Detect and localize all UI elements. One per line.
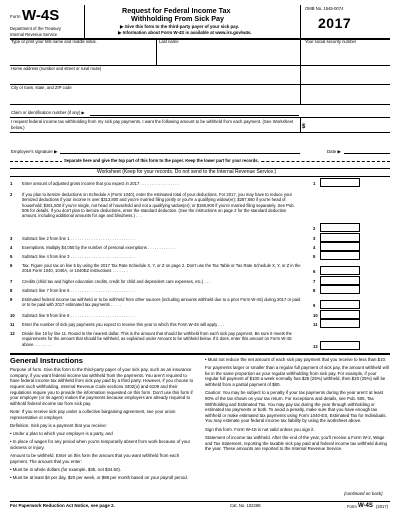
dollar-sign: $ [302,124,306,130]
instructions-right-column [205,357,390,454]
line-1-amount[interactable] [320,178,360,187]
proportion-paragraph: For payments larger or smaller than a regular full payment of sick pay, the amount withheld will be in the same proportion as your regular withholding from sick pay. For example, if your regular full payment of $100 a week normally has $25 (25%) withheld, then $20 (25%) will be withheld from a partial payment of $80. [205,365,389,388]
box-number: 11 [313,322,318,327]
request-text: I request federal income tax withholding from my sick pay payments. I want the following amount to be withheld from each payment. (See Worksheet below.) [11,119,294,130]
date-input[interactable] [344,146,390,154]
continued-note: (continued on back) [344,491,383,496]
line-number: 10 [10,313,15,318]
form-title-line2: Withholding From Sick Pay [131,14,224,23]
line-9-amount[interactable] [320,300,360,309]
separator-text: Separate here and give the top part of this form to the payer. Keep the lower part for your records. [64,158,259,163]
line-text: Credits (child tax and higher education credits, credit for child and dependent care expenses, etc.) . . . [22,279,211,284]
definition-paragraph: Definition. Sick pay is a payment that you receive: [10,422,107,428]
line-3-amount[interactable] [320,233,360,242]
statement-paragraph: Statement of income tax withheld. After the end of the year, you'll receive a Form W-2, Wage and Tax Statement, reporting the taxable sick pay paid and federal income tax withheld during the year. These amounts are reported to the Internal Revenue Service. [205,434,387,452]
line-text: Exemptions. Multiply $4,050 by the number of personal exemptions . . . . . . . . . . . . [22,245,175,250]
line-11-amount[interactable] [320,319,360,328]
line-4-amount[interactable] [320,242,360,251]
box-number: 4 [313,245,316,250]
line-text: Enter amount of adjusted gross income that you expect in 2017 . . . . . . . . . . . . . . . . . [22,181,179,186]
sign-paragraph: Sign this form. Form W-4S is not valid unless you sign it. [205,426,315,432]
amount-bullet-1: • Must be in whole dollars (for example, $35, not $34.50). [10,466,122,472]
box-number: 5 [313,254,316,259]
box-number: 1 [313,181,316,186]
box-number: 3 [313,236,316,241]
last-name-label: Last name [159,39,179,44]
box-number: 12 [313,344,318,349]
note-paragraph: Note: If you receive sick pay under a collective bargaining agreement, see your union representative or employer. [10,408,176,420]
line-number: 9 [10,297,13,302]
box-number: 7 [313,279,316,284]
form-title: Request for Federal Income Tax [122,6,231,15]
line-text: Estimated federal income tax withheld or to be withheld from other sources (including amounts withheld due to a prior Form W-4S) during 2017 or paid or to be paid with 2017 estimated tax payments . . . . . [22,297,301,308]
instructions-heading: General Instructions [10,356,83,365]
name-field-label: Type or print your first name and middle initial. [11,39,97,44]
definition-bullet-2: • In place of wages for any period when you're temporarily absent from work because of your sickness or injury. [10,439,191,450]
last-name-input[interactable] [158,46,298,64]
line-text: Enter the number of sick pay payments you expect to receive this year to which this Form W-4S will apply . . . [22,322,225,327]
line-7-amount[interactable] [320,276,360,285]
line-text: Tax. Figure your tax on line 5 by using the 2017 Tax Rate Schedule X, Y, or Z on page 2. Don't use the Tax Table or Tax Rate Schedule X, Y, or Z in the 2016 Form 1040, 1040A, or 1040EZ instructions . . . . . . . [22,263,301,274]
omb-number: OMB No. 1545-0074 [305,6,344,11]
line-2-amount[interactable] [320,223,360,232]
claim-label: Claim or identification number (if any) ▶ [11,110,85,115]
line-12-amount[interactable] [320,341,360,350]
signature-label: Employee's signature ▶ [11,149,58,154]
address-input[interactable] [11,72,299,84]
line-8-amount[interactable] [320,285,360,294]
line-number: 2 [10,192,13,197]
definition-bullet-1: • Under a plan to which your employer is a party, and [10,431,113,437]
form-label: Form [10,14,21,19]
line-text: If you plan to itemize deductions on Schedule A (Form 1040), enter the estimated total of your deductions. For 2017, you may have to reduce your itemized deductions if your income is over $313,800 and you're married filing jointly or you're a qualifying widow(er); $287,650 if you're head of household; $261,500 if you're single, not head of household and not a qualifying widow(er); or $156,900 if you're married filing separately. See Pub. 505 for details. If you don't plan to itemize deductions, enter the standard deduction. (See the instructions on page 2 for the standard deduction amount, including additional amounts for age and blindness.) . . . [22,192,295,218]
withholding-amount-input[interactable] [308,119,388,131]
box-number: 6 [313,269,316,274]
footer-year: (2017) [376,504,389,509]
form-name: W-4S [22,7,60,24]
box-number: 2 [313,226,316,231]
signature-input[interactable] [60,146,300,154]
agency: Internal Revenue Service [10,32,58,37]
instruction-info: ▶ Information about Form W-4S is available at www.irs.gov/w4s. [118,30,252,35]
line-text: Divide line 10 by line 11. Round to the nearest dollar. This is the amount that should be withheld from each sick pay payment. Be sure it meets the requirements for the amount that should be withheld, as explained under Amount to be withheld below. If it does, enter this amount on Form W-4S above . . . . . . . . [22,331,292,347]
line-number: 3 [10,236,13,241]
tax-year: 2017 [318,15,352,31]
line-number: 7 [10,279,13,284]
line-text: Subtract line 7 from line 6 . . . . . . . . . . . . . . . . . . . . . . . . . . . . [22,288,135,293]
amount-bullet-2: • Must be at least $4 per day, $20 per week, or $88 per month based on your payroll period. [10,475,188,481]
line-number: 4 [10,245,13,250]
amount-paragraph: Amount to be withheld. Enter on this form the amount that you want withheld from each payment. The amount that you enter: [10,453,180,464]
department: Department of the Treasury [10,26,61,31]
city-label: City or town, state, and ZIP code [11,85,72,90]
ssn-input[interactable] [302,46,388,64]
box-number: 9 [313,303,316,308]
line-number: 1 [10,181,13,186]
paperwork-notice: For Paperwork Reduction Act Notice, see page 2. [10,503,115,508]
line-text: Subtract line 4 from line 3 . . . . . . . . . . . . . . . . . . . . . . . . . . . . [22,254,135,259]
footer-form-name: W-4S [358,503,373,509]
line-number: 6 [10,263,13,268]
date-label: Date ▶ [327,149,341,154]
amount-bullet-3: • Must not reduce the net amount of each sick pay payment that you receive to less than $10. [205,357,387,362]
box-number: 8 [313,288,316,293]
line-text: Subtract line 9 from line 8 . . . . . . . . . . . . . . . . . . . . . . . . . . . . [22,313,135,318]
caution-paragraph: Caution: You may be subject to a penalty if your tax payments during the year aren't at least 90% of the tax shown on your tax return. For exceptions and details, see Pub. 505, Tax Withholding and Estimated Tax. You may pay tax during the year through withholding or estimated tax payments or both. To avoid a penalty, make sure that you have enough tax withheld or make estimated tax payments using Form 1040-ES, Estimated Tax for Individuals. You may estimate your federal income tax liability by using the worksheet above. [205,390,387,424]
line-number: 8 [10,288,13,293]
first-name-input[interactable] [11,46,154,64]
ssn-label: Your social security number [305,39,357,44]
line-5-amount[interactable] [320,251,360,260]
address-label: Home address (number and street or rural route) [11,66,102,71]
instruction-give: ▶ Give this form to the third-party payer of your sick pay. [120,24,239,29]
claim-input[interactable] [90,108,299,116]
catalog-number: Cat. No. 10226E [230,503,261,508]
worksheet-title: Worksheet (Keep for your records. Do not send to the Internal Revenue Service.) [97,169,277,175]
line-text: Subtract line 2 from line 1 . . . . . . . . . . . . . . . . . . . . . . . . . . . . [22,236,135,241]
line-number: 12 [10,331,15,336]
instructions-left-column [10,367,195,483]
line-number: 11 [10,322,15,327]
line-6-amount[interactable] [320,266,360,275]
purpose-paragraph: Purpose of form. Give this form to the third-party payer of your sick pay, such as an insurance company, if you want federal income tax withheld from the payments. You aren't required to have federal income tax withheld from sick pay paid by a third party. However, if you choose to request such withholding, Internal Revenue Code sections 3402(o) and 6109 and their regulations require you to provide the information requested on this form. Don't use this form if your employer (or its agent) makes the payments because employers are already required to withhold federal income tax from sick pay. [10,367,194,406]
footer-form-label: Form [347,504,357,509]
city-input[interactable] [11,91,299,103]
box-number: 10 [313,313,318,318]
line-10-amount[interactable] [320,310,360,319]
line-number: 5 [10,254,13,259]
